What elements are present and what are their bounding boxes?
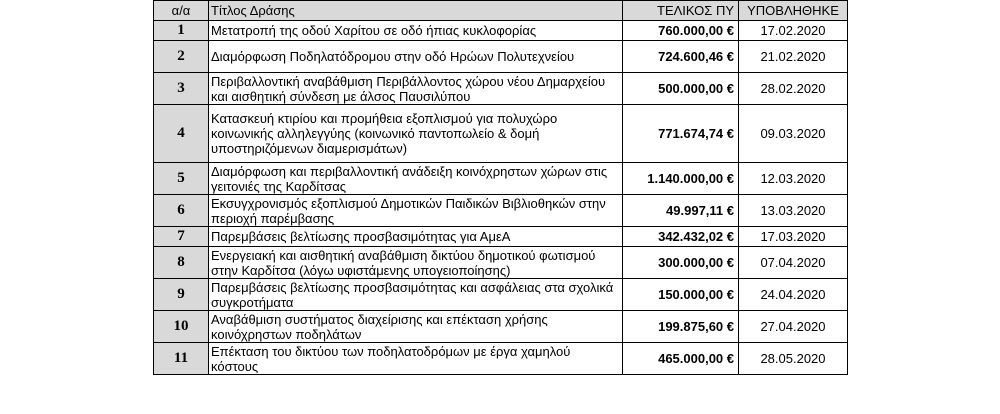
row-date: 12.03.2020 <box>739 163 848 195</box>
row-date: 13.03.2020 <box>739 195 848 227</box>
table-row <box>154 195 848 227</box>
row-date: 09.03.2020 <box>739 105 848 163</box>
row-cost: 1.140.000,00 € <box>623 163 739 195</box>
row-number: 2 <box>154 41 209 73</box>
actions-table-container <box>153 0 847 375</box>
row-title: Διαμόρφωση Ποδηλατόδρομου στην οδό Ηρώων Πολυτεχνείου <box>209 41 623 73</box>
row-number: 9 <box>154 279 209 311</box>
row-cost: 199.875,60 € <box>623 311 739 343</box>
header-aa: α/α <box>154 1 209 21</box>
table-row <box>154 73 848 105</box>
row-number: 1 <box>154 21 209 41</box>
row-date: 21.02.2020 <box>739 41 848 73</box>
table-row <box>154 311 848 343</box>
table-row <box>154 227 848 247</box>
table-row <box>154 279 848 311</box>
row-cost: 465.000,00 € <box>623 343 739 375</box>
row-date: 17.02.2020 <box>739 21 848 41</box>
row-cost: 724.600,46 € <box>623 41 739 73</box>
row-date: 07.04.2020 <box>739 247 848 279</box>
row-number: 10 <box>154 311 209 343</box>
row-title: Κατασκευή κτιρίου και προμήθεια εξοπλισμού για πολυχώρο κοινωνικής αλληλεγγύης (κοινωνικό παντοπωλείο & δομή υποστηριζόμενων διαμερισμάτων) <box>209 105 623 163</box>
row-title: Παρεμβάσεις βελτίωσης προσβασιμότητας για ΑμεΑ <box>209 227 623 247</box>
row-title: Επέκταση του δικτύου των ποδηλατοδρόμων με έργα χαμηλού κόστους <box>209 343 623 375</box>
row-title: Ενεργειακή και αισθητική αναβάθμιση δικτύου δημοτικού φωτισμού στην Καρδίτσα (λόγω υφιστάμενης υπογειοποίησης) <box>209 247 623 279</box>
row-title: Παρεμβάσεις βελτίωσης προσβασιμότητας και ασφάλειας στα σχολικά συγκροτήματα <box>209 279 623 311</box>
row-cost: 342.432,02 € <box>623 227 739 247</box>
row-number: 4 <box>154 105 209 163</box>
row-title: Εκσυγχρονισμός εξοπλισμού Δημοτικών Παιδικών Βιβλιοθηκών στην περιοχή παρέμβασης <box>209 195 623 227</box>
row-title: Περιβαλλοντική αναβάθμιση Περιβάλλοντος χώρου νέου Δημαρχείου και αισθητική σύνδεση με άλσος Παυσιλύπου <box>209 73 623 105</box>
header-date: ΥΠΟΒΛΗΘΗΚΕ <box>739 1 848 21</box>
header-row <box>154 1 848 21</box>
row-cost: 49.997,11 € <box>623 195 739 227</box>
row-number: 3 <box>154 73 209 105</box>
row-number: 7 <box>154 227 209 247</box>
row-cost: 300.000,00 € <box>623 247 739 279</box>
row-cost: 760.000,00 € <box>623 21 739 41</box>
row-date: 24.04.2020 <box>739 279 848 311</box>
row-cost: 500.000,00 € <box>623 73 739 105</box>
row-number: 8 <box>154 247 209 279</box>
row-title: Αναβάθμιση συστήματος διαχείρισης και επέκταση χρήσης κοινόχρηστων ποδηλάτων <box>209 311 623 343</box>
table-row <box>154 247 848 279</box>
header-cost: ΤΕΛΙΚΟΣ ΠΥ <box>623 1 739 21</box>
row-title: Μετατροπή της οδού Χαρίτου σε οδό ήπιας κυκλοφορίας <box>209 21 623 41</box>
row-date: 27.04.2020 <box>739 311 848 343</box>
table-row <box>154 343 848 375</box>
row-number: 5 <box>154 163 209 195</box>
row-date: 28.02.2020 <box>739 73 848 105</box>
row-number: 11 <box>154 343 209 375</box>
row-date: 28.05.2020 <box>739 343 848 375</box>
header-title: Τίτλος Δράσης <box>209 1 623 21</box>
row-cost: 771.674,74 € <box>623 105 739 163</box>
row-number: 6 <box>154 195 209 227</box>
table-row <box>154 105 848 163</box>
row-date: 17.03.2020 <box>739 227 848 247</box>
table-row <box>154 21 848 41</box>
row-cost: 150.000,00 € <box>623 279 739 311</box>
table-row <box>154 41 848 73</box>
row-title: Διαμόρφωση και περιβαλλοντική ανάδειξη κοινόχρηστων χώρων στις γειτονιές της Καρδίτσας <box>209 163 623 195</box>
actions-table <box>153 0 848 375</box>
table-row <box>154 163 848 195</box>
